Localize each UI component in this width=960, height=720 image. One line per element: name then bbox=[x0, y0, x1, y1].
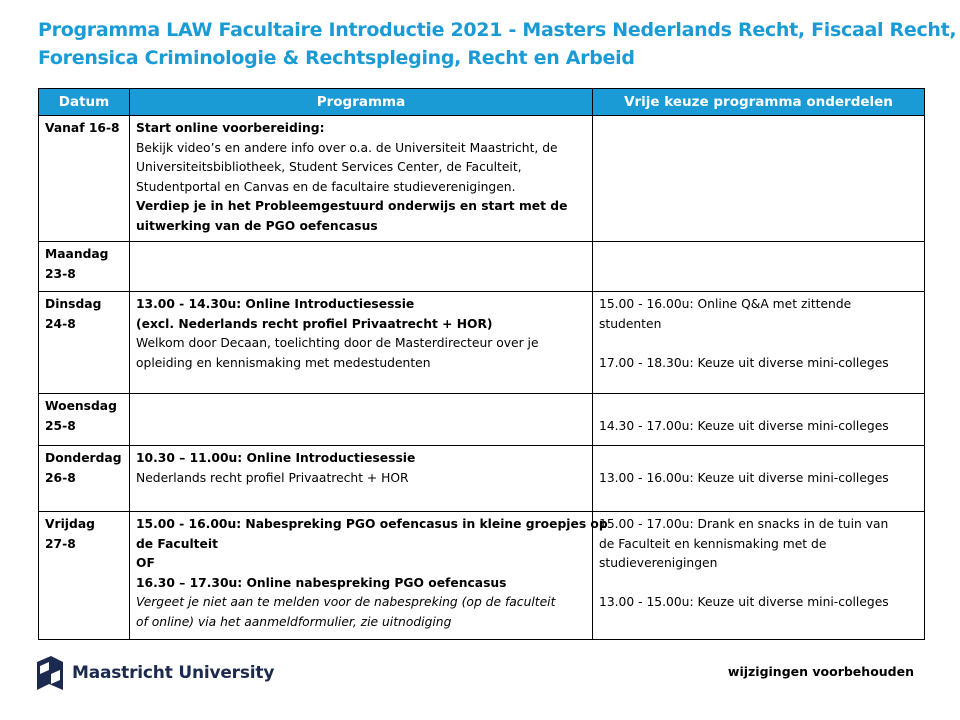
vrije-keuze-line: 13.00 - 15.00u: Keuze uit diverse mini-colleges bbox=[599, 595, 889, 610]
programma-line: 13.00 - 14.30u: Online Introductiesessie bbox=[136, 297, 415, 311]
table-row bbox=[39, 292, 925, 394]
date-cell bbox=[39, 394, 130, 446]
programma-line: Bekijk video’s en andere info over o.a. de Universiteit Maastricht, de bbox=[136, 140, 558, 155]
spacer bbox=[599, 449, 918, 469]
date-text: 24-8 bbox=[45, 316, 76, 331]
spacer bbox=[599, 574, 918, 594]
programma-line: Verdiep je in het Probleemgestuurd onderwijs en start met de bbox=[136, 199, 568, 214]
programma-line: 15.00 - 16.00u: Nabespreking PGO oefencasus in kleine groepjes op bbox=[136, 517, 608, 531]
programma-cell bbox=[130, 512, 608, 640]
date-cell bbox=[39, 512, 130, 640]
programma-line: Vergeet je niet aan te melden voor de nabespreking (op de faculteit bbox=[136, 595, 556, 610]
table-row bbox=[39, 242, 925, 292]
date-cell bbox=[39, 292, 130, 394]
vrije-keuze-cell bbox=[593, 242, 925, 292]
programma-cell bbox=[130, 242, 593, 292]
date-text: Dinsdag bbox=[45, 297, 102, 311]
date-cell bbox=[39, 116, 130, 242]
vrije-keuze-line: studenten bbox=[599, 316, 662, 331]
table-row bbox=[39, 446, 925, 512]
date-text: 27-8 bbox=[45, 536, 76, 551]
programma-line: Studentportal en Canvas en de facultaire studieverenigingen. bbox=[136, 179, 516, 194]
vrije-keuze-cell bbox=[593, 446, 925, 512]
programma-line: de Faculteit bbox=[136, 536, 218, 551]
maastricht-university-logo-icon bbox=[37, 656, 63, 690]
vrije-keuze-line: studieverenigingen bbox=[599, 556, 718, 571]
programma-line: Welkom door Decaan, toelichting door de Masterdirecteur over je bbox=[136, 336, 539, 351]
programma-cell bbox=[130, 116, 593, 242]
vrije-keuze-line: 15.00 - 17.00u: Drank en snacks in de tuin van bbox=[599, 517, 889, 531]
title-line-1: Programma LAW Facultaire Introductie 2021 - Masters Nederlands Recht, Fiscaal Recht, bbox=[38, 19, 957, 41]
date-text: Vanaf 16-8 bbox=[45, 121, 120, 135]
date-text: Maandag bbox=[45, 247, 109, 261]
programma-line: Universiteitsbibliotheek, Student Services Center, de Faculteit, bbox=[136, 160, 522, 175]
programma-cell bbox=[130, 446, 593, 512]
header-vrije-keuze: Vrije keuze programma onderdelen bbox=[593, 89, 925, 116]
programma-line: opleiding en kennismaking met medestudenten bbox=[136, 355, 431, 370]
schedule-table bbox=[38, 88, 925, 640]
vrije-keuze-line: de Faculteit en kennismaking met de bbox=[599, 536, 827, 551]
date-cell bbox=[39, 446, 130, 512]
date-text: Donderdag bbox=[45, 451, 122, 465]
table-header-row bbox=[39, 89, 925, 116]
vrije-keuze-line: 17.00 - 18.30u: Keuze uit diverse mini-colleges bbox=[599, 355, 889, 370]
programma-line: Start online voorbereiding: bbox=[136, 121, 325, 135]
maastricht-university-logo bbox=[37, 656, 274, 690]
programma-cell bbox=[130, 292, 593, 394]
date-text: Vrijdag bbox=[45, 517, 95, 531]
vrije-keuze-cell bbox=[593, 512, 925, 640]
page-title bbox=[38, 16, 957, 72]
table-row bbox=[39, 394, 925, 446]
date-text: 25-8 bbox=[45, 418, 76, 433]
table-row bbox=[39, 116, 925, 242]
programma-line: OF bbox=[136, 556, 155, 571]
programma-line: 16.30 – 17.30u: Online nabespreking PGO oefencasus bbox=[136, 575, 507, 590]
vrije-keuze-cell bbox=[593, 394, 925, 446]
spacer bbox=[599, 334, 918, 354]
header-programma: Programma bbox=[130, 89, 593, 116]
table-row bbox=[39, 512, 925, 640]
footer-note: wijzigingen voorbehouden bbox=[727, 664, 914, 679]
spacer bbox=[599, 397, 918, 417]
title-line-2: Forensica Criminologie & Rechtspleging, Recht en Arbeid bbox=[38, 47, 635, 69]
date-text: 23-8 bbox=[45, 266, 76, 281]
programma-line: uitwerking van de PGO oefencasus bbox=[136, 218, 378, 233]
date-text: 26-8 bbox=[45, 470, 76, 485]
vrije-keuze-cell bbox=[593, 116, 925, 242]
programma-line: Nederlands recht profiel Privaatrecht + HOR bbox=[136, 470, 409, 485]
programma-cell bbox=[130, 394, 593, 446]
header-datum: Datum bbox=[39, 89, 130, 116]
vrije-keuze-line: 13.00 - 16.00u: Keuze uit diverse mini-colleges bbox=[599, 470, 889, 485]
vrije-keuze-line: 15.00 - 16.00u: Online Q&A met zittende bbox=[599, 297, 852, 311]
date-cell bbox=[39, 242, 130, 292]
programma-line: (excl. Nederlands recht profiel Privaatrecht + HOR) bbox=[136, 316, 493, 331]
vrije-keuze-cell bbox=[593, 292, 925, 394]
programma-line: 10.30 – 11.00u: Online Introductiesessie bbox=[136, 451, 416, 465]
vrije-keuze-line: 14.30 - 17.00u: Keuze uit diverse mini-colleges bbox=[599, 418, 889, 433]
university-name: Maastricht University bbox=[72, 663, 275, 683]
programma-line: of online) via het aanmeldformulier, zie uitnodiging bbox=[136, 614, 452, 629]
date-text: Woensdag bbox=[45, 399, 117, 413]
